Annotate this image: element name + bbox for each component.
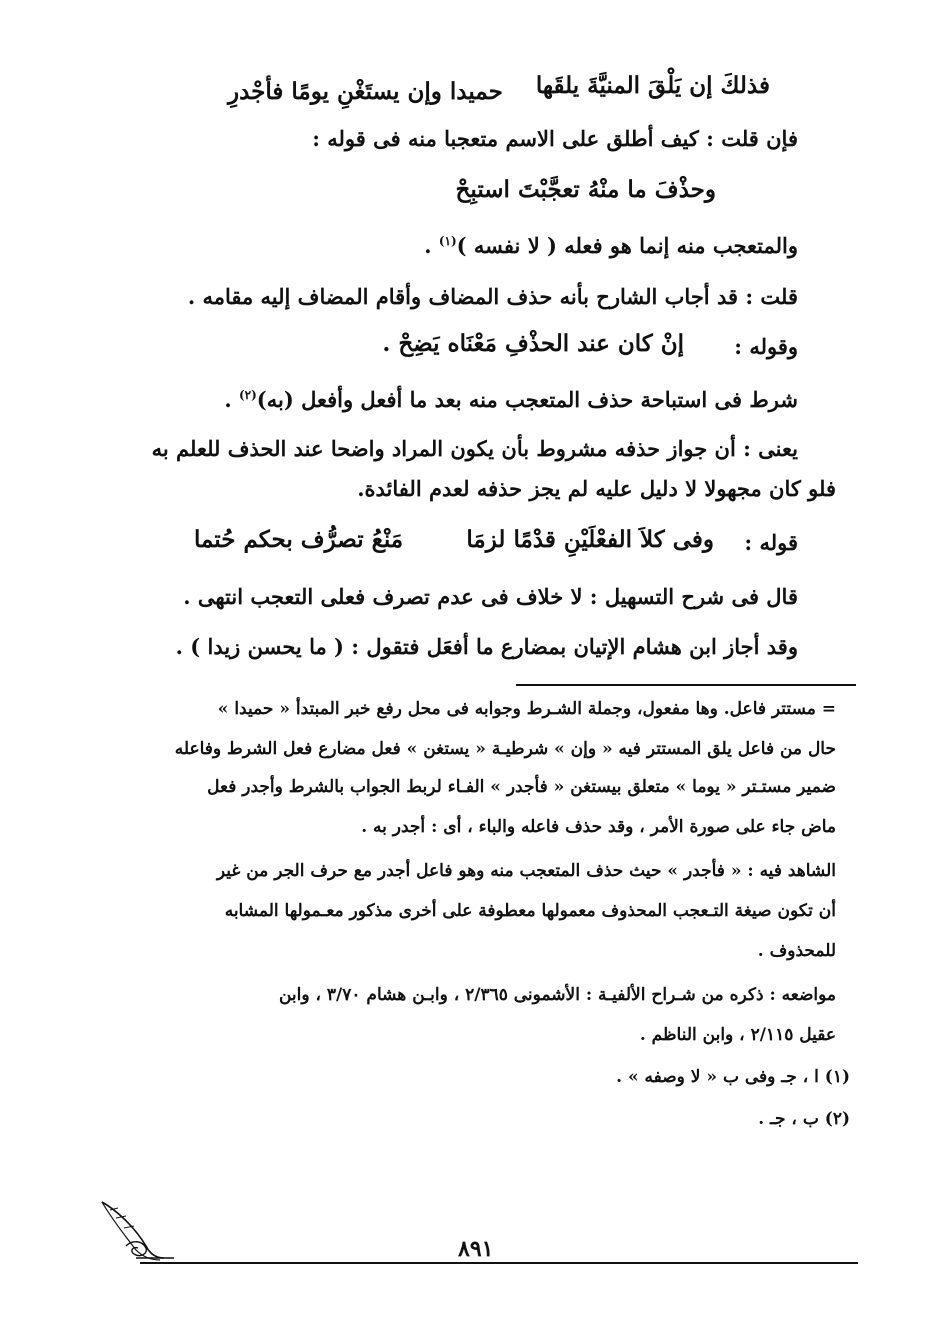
footnote-line-2: حال من فاعل يلق المستتر فيه « وإن » شرطيـة « يستغن » فعل مضارع فعل الشرط وفاعله <box>174 739 836 759</box>
bottom-rule <box>140 1262 858 1264</box>
ibn-hisham-line: وقد أجاز ابن هشام الإتيان بمضارع ما أفعَل فتقول : ( ما يحسن زيدا ) . <box>175 634 798 659</box>
footnote-line-1: = مستتر فاعل. وها مفعول، وجملة الشـرط وجوابه فى محل رفع خبر المبتدأ « حميدا » <box>217 699 836 719</box>
answer-line-1-text: والمتعجب منه إنما هو فعله ( لا نفسه ) <box>456 233 798 258</box>
note-1: (١) ا ، جـ وفى ب « لا وصفه » . <box>616 1067 850 1087</box>
footnote-ref-1: (١) <box>438 234 457 248</box>
footnote-line-7: للمحذوف . <box>757 941 836 961</box>
footnote-line-8: مواضعه : ذكره من شـراح الألفيـة : الأشمونى ٢/٣٦٥ ، وابـن هشام ٣/٧٠ ، وابن <box>278 985 836 1005</box>
verse-4-label: وقوله : <box>734 334 798 359</box>
answer-line-2: قلت : قد أجاب الشارح بأنه حذف المضاف وأقام المضاف إليه مقامه . <box>187 284 798 309</box>
verse-3-right: وفى كلاَ الفعْلَيْنِ قدْمًا لزمَا <box>466 526 714 553</box>
answer-line-1-end: . <box>424 233 439 258</box>
tashil-line: قال فى شرح التسهيل : لا خلاف فى عدم تصرف فعلى التعجب انتهى . <box>183 584 798 609</box>
footnote-line-3: ضمير مستـتر « يوما » متعلق بيستغن « فأجدر » الفـاء لربط الجواب بالشرط وأجدر فعل <box>207 777 836 797</box>
verse-1-right: فذلكَ إن يَلْقَ المنيَّةَ يلقَها <box>535 72 770 99</box>
answer-line-1 <box>424 226 798 261</box>
explanation-line-1: يعنى : أن جواز حذفه مشروط بأن يكون المراد واضحا عند الحذف للعلم به <box>151 436 798 461</box>
footnote-line-5: الشاهد فيه : « فأجدر » حيث حذف المتعجب منه وهو فاعل أجدر مع حرف الجر من غير <box>216 861 836 881</box>
footnote-line-9: عقيل ٢/١١٥ ، وابن الناظم . <box>639 1025 836 1045</box>
question-line: فإن قلت : كيف أطلق على الاسم متعجبا منه فى قوله : <box>312 126 798 151</box>
condition-line <box>224 380 798 415</box>
footnote-separator <box>516 684 856 686</box>
verse-3-left: مَنْعُ تصرُّف بحكم حُتما <box>194 526 404 553</box>
verse-1-left: حميدا وإن يستَغْنِ يومًا فأجْدرِ <box>228 78 503 105</box>
footnote-ref-2: (٢) <box>238 388 257 402</box>
footnote-line-4: ماض جاء على صورة الأمر ، وقد حذف فاعله والباء ، أى : أجدر به . <box>361 817 836 837</box>
quill-ornament-icon <box>96 1196 176 1268</box>
verse-4: إنْ كان عند الحذْفِ مَعْنَاه يَضِحْ . <box>382 330 684 357</box>
footnote-line-6: أن تكون صيغة التـعجب المحذوف معمولها معطوفة على أخرى مذكور معـمولها المشابه <box>224 901 836 921</box>
note-2: (٢) ب ، جـ . <box>758 1109 850 1129</box>
verse-2: وحذْفَ ما منْهُ تعجَّبْتَ استبِحْ <box>455 176 716 203</box>
verse-3-label: قوله : <box>744 530 798 555</box>
explanation-line-2: فلو كان مجهولا لا دليل عليه لم يجز حذفه لعدم الفائدة. <box>357 476 836 501</box>
condition-line-text: شرط فى استباحة حذف المتعجب منه بعد ما أفعل وأفعل (به) <box>256 387 798 412</box>
page-number: ٨٩١ <box>458 1236 494 1262</box>
condition-line-end: . <box>224 387 239 412</box>
